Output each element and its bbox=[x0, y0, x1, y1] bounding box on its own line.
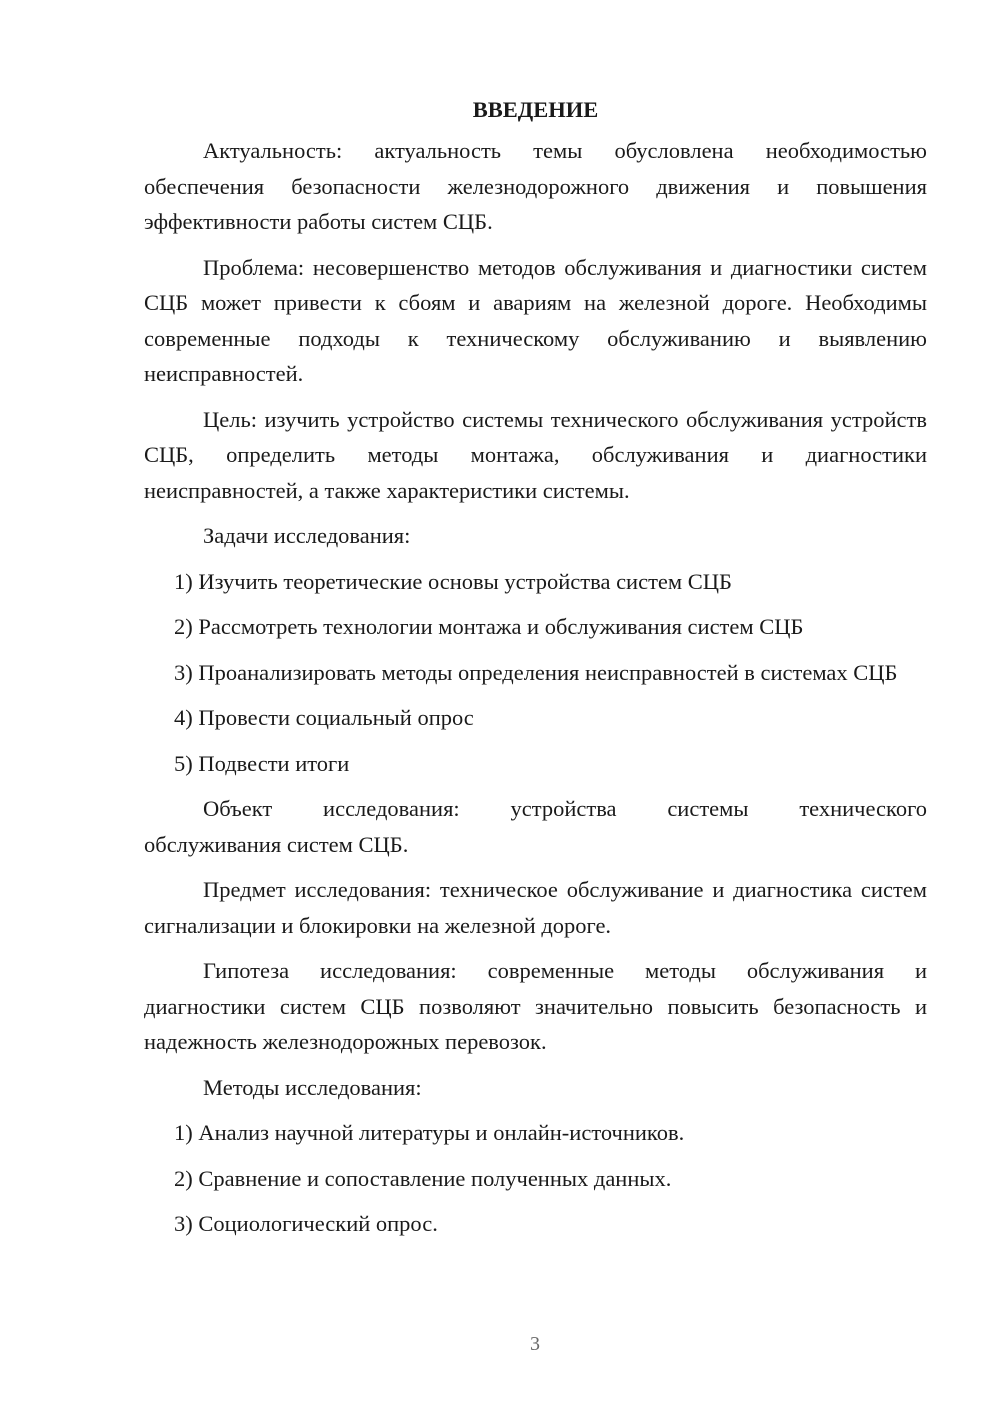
goal-paragraph: Цель: изучить устройство системы технического обслуживания устройств СЦБ, определить методы монтажа, обслуживания и диагностики неисправностей, а также характеристики системы. bbox=[144, 406, 927, 503]
problem-paragraph: Проблема: несовершенство методов обслуживания и диагностики систем СЦБ может привести к сбоям и авариям на железной дороге. Необходимы современные подходы к техническому обслуживанию и выявлению неисправностей. bbox=[144, 254, 927, 386]
object-line-1: Объект исследования: устройства системы технического bbox=[203, 796, 927, 821]
page-title: ВВЕДЕНИЕ bbox=[472, 97, 599, 122]
method-item-1: 1) Анализ научной литературы и онлайн-источников. bbox=[174, 1120, 685, 1145]
task-item-2: 2) Рассмотреть технологии монтажа и обслуживания систем СЦБ bbox=[174, 614, 804, 639]
tasks-heading: Задачи исследования: bbox=[203, 523, 411, 548]
subject-paragraph: Предмет исследования: техническое обслуживание и диагностика систем сигнализации и блокировки на железной дороге. bbox=[144, 877, 927, 938]
document-body bbox=[144, 92, 927, 1252]
task-item-5: 5) Подвести итоги bbox=[174, 750, 350, 776]
page-number: 3 bbox=[530, 1333, 540, 1355]
task-item-3: 3) Проанализировать методы определения неисправностей в системах СЦБ bbox=[174, 659, 898, 685]
method-item-3: 3) Социологический опрос. bbox=[174, 1211, 438, 1236]
relevance-paragraph: Актуальность: актуальность темы обусловлена необходимостью обеспечения безопасности железнодорожного движения и повышения эффективности работы систем СЦБ. bbox=[144, 138, 927, 234]
method-item-2: 2) Сравнение и сопоставление полученных данных. bbox=[174, 1165, 672, 1191]
object-paragraph bbox=[144, 791, 927, 862]
task-item-1: 1) Изучить теоретические основы устройства систем СЦБ bbox=[174, 568, 732, 594]
object-line-2: обслуживания систем СЦБ. bbox=[144, 831, 409, 857]
methods-heading: Методы исследования: bbox=[203, 1074, 422, 1100]
task-item-4: 4) Провести социальный опрос bbox=[174, 705, 474, 730]
hypothesis-paragraph: Гипотеза исследования: современные методы обслуживания и диагностики систем СЦБ позволяют значительно повысить безопасность и надежность железнодорожных перевозок. bbox=[144, 958, 927, 1054]
